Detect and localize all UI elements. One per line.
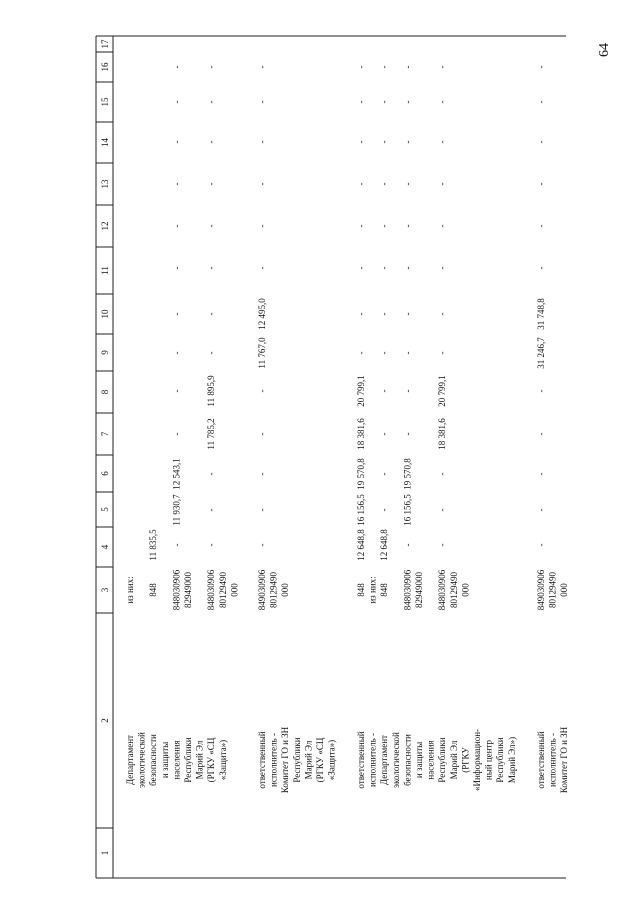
value-cell: - [206, 224, 217, 228]
executor-text-line: ответственный [356, 731, 366, 789]
value-cell: - [437, 182, 448, 186]
value-cell: 12 648,8 [356, 529, 366, 561]
value-cell: - [356, 312, 366, 316]
value-cell: 16 156,5 [402, 494, 413, 526]
column-number-label: 8 [100, 389, 110, 395]
executor-text-line: Марий Эл [448, 740, 459, 780]
budget-code-line: 849030906 [257, 569, 267, 611]
value-cell: - [356, 140, 366, 144]
budget-code-line: 000 [280, 583, 291, 597]
value-cell: - [171, 65, 182, 69]
value-cell: - [379, 389, 390, 393]
budget-code-line: 82949000 [183, 572, 193, 608]
value-cell: - [402, 432, 413, 436]
budget-code-line: 848030906 [206, 569, 217, 611]
budget-code-line: 848 [356, 583, 366, 597]
table-row [536, 66, 569, 794]
budget-code-line: 80129490 [268, 572, 279, 608]
value-cell: - [257, 100, 267, 104]
value-cell: - [536, 224, 546, 228]
value-cell: - [171, 100, 182, 104]
executor-text-line: «Защита») [217, 739, 228, 781]
budget-code-line: 849030906 [536, 569, 546, 611]
budget-code-line: 848 [148, 583, 159, 597]
value-cell: - [206, 351, 217, 355]
value-cell: - [257, 389, 267, 393]
value-cell: - [171, 140, 182, 144]
executor-text-line: исполнитель - [367, 733, 378, 787]
value-cell: - [536, 266, 546, 270]
budget-code-line: 80129490 [448, 572, 459, 608]
column-number-header [100, 39, 110, 855]
budget-code-line: 848030906 [437, 569, 448, 611]
value-cell: - [206, 472, 217, 476]
executor-text-line: «Защита») [326, 739, 337, 781]
column-number-label: 4 [100, 544, 110, 550]
value-cell: - [402, 100, 413, 104]
budget-code-line: из них: [367, 576, 378, 604]
budget-table [96, 36, 569, 878]
value-cell: - [536, 389, 546, 393]
value-cell: 12 648,8 [379, 529, 390, 561]
value-cell: - [437, 140, 448, 144]
value-cell: - [402, 140, 413, 144]
value-cell: 12 543,1 [171, 458, 182, 490]
executor-text-line: Республики [291, 737, 302, 783]
budget-code-line: 000 [229, 583, 240, 597]
column-number-label: 17 [100, 39, 110, 49]
value-cell: - [257, 432, 267, 436]
value-cell: - [437, 472, 448, 476]
executor-text-line: (РГКУ «СЦ [315, 737, 325, 783]
value-cell: - [356, 182, 366, 186]
executor-text-line: (РГКУ «СЦ [206, 737, 217, 783]
executor-text-line: Комитет ГО и ЗН [280, 726, 291, 794]
value-cell: - [171, 543, 182, 547]
value-cell: - [402, 543, 413, 547]
executor-text-line: ответственный [536, 731, 546, 789]
value-cell: - [536, 140, 546, 144]
value-cell: - [536, 508, 546, 512]
table-row [356, 66, 517, 792]
column-number-label: 9 [100, 350, 110, 355]
value-cell: - [206, 508, 217, 512]
table-row [257, 66, 337, 794]
column-number-label: 12 [100, 221, 110, 231]
column-number-label: 15 [100, 97, 110, 107]
value-cell: - [402, 65, 413, 69]
value-cell: 20 799,1 [437, 375, 448, 407]
value-cell: - [206, 266, 217, 270]
value-cell: 19 570,8 [402, 458, 413, 490]
value-cell: - [257, 543, 267, 547]
executor-text-line: ответственный [257, 731, 267, 789]
value-cell: - [437, 65, 448, 69]
column-number-label: 3 [100, 587, 110, 593]
executor-text-line: (РГКУ [460, 747, 471, 773]
executor-text-line: безопасности [402, 734, 413, 786]
value-cell: 19 570,8 [356, 458, 366, 490]
value-cell: - [171, 351, 182, 355]
value-cell: - [402, 389, 413, 393]
value-cell: - [402, 224, 413, 228]
executor-text-line: «Информацион- [472, 728, 482, 792]
executor-text-line: Марий Эл [194, 740, 205, 780]
budget-code-line: 80129490 [217, 572, 228, 608]
column-number-label: 7 [100, 431, 110, 437]
value-cell: - [171, 224, 182, 228]
value-cell: - [171, 389, 182, 393]
value-cell: 11 767,0 [257, 337, 267, 369]
budget-code-line: 848030906 [171, 569, 182, 611]
value-cell: - [171, 266, 182, 270]
executor-text-line: исполнитель - [268, 733, 279, 787]
value-cell: - [437, 508, 448, 512]
value-cell: - [257, 182, 267, 186]
value-cell: - [437, 312, 448, 316]
value-cell: - [257, 508, 267, 512]
value-cell: - [257, 140, 267, 144]
budget-code-line: 848030906 [402, 569, 413, 611]
value-cell: - [206, 65, 217, 69]
column-number-label: 5 [100, 507, 110, 512]
executor-text-line: и защиты [159, 741, 170, 779]
value-cell: - [379, 65, 390, 69]
value-cell: - [379, 266, 390, 270]
value-cell: - [379, 140, 390, 144]
value-cell: - [379, 351, 390, 355]
value-cell: - [206, 312, 217, 316]
value-cell: 11 785,2 [206, 418, 217, 450]
value-cell: - [257, 472, 267, 476]
budget-code-line: из них: [125, 576, 135, 604]
value-cell: 11 895,9 [206, 375, 217, 407]
executor-text-line: экологической [390, 732, 401, 788]
value-cell: - [171, 432, 182, 436]
value-cell: 11 835,5 [148, 529, 159, 561]
executor-text-line: экологической [136, 732, 147, 788]
column-number-label: 1 [100, 850, 110, 856]
value-cell: - [379, 508, 390, 512]
executor-text-line: Марий Эл [303, 740, 314, 780]
value-cell: 18 381,6 [356, 418, 366, 450]
table-row [125, 66, 239, 788]
value-cell: - [171, 182, 182, 186]
value-cell: - [379, 182, 390, 186]
executor-text-line: Комитет ГО и ЗН [559, 726, 570, 794]
value-cell: - [536, 432, 546, 436]
value-cell: - [356, 266, 366, 270]
value-cell: - [206, 182, 217, 186]
executor-text-line: Марий Эл») [506, 736, 517, 784]
value-cell: - [206, 100, 217, 104]
executor-text-line: и защиты [414, 741, 424, 779]
budget-code-line: 82949000 [414, 572, 424, 608]
value-cell: - [356, 224, 366, 228]
value-cell: - [437, 266, 448, 270]
column-number-label: 10 [100, 309, 110, 319]
executor-text-line: Департамент [125, 735, 135, 785]
value-cell: 11 930,7 [171, 494, 182, 526]
value-cell: 16 156,5 [356, 494, 366, 526]
value-cell: - [356, 351, 366, 355]
value-cell: - [379, 224, 390, 228]
executor-text-line: Республики [183, 737, 193, 783]
value-cell: - [402, 351, 413, 355]
executor-text-line: исполнитель - [547, 733, 558, 787]
value-cell: - [437, 100, 448, 104]
table-body [125, 66, 569, 794]
value-cell: - [379, 432, 390, 436]
budget-code-line: 848 [379, 583, 390, 597]
value-cell: - [379, 472, 390, 476]
value-cell: - [356, 65, 366, 69]
column-number-label: 16 [100, 62, 110, 72]
executor-text-line: населения [425, 740, 436, 780]
value-cell: 20 799,1 [356, 375, 366, 407]
executor-text-line: Республики [437, 737, 448, 783]
value-cell: - [437, 351, 448, 355]
budget-code-line: 000 [460, 583, 471, 597]
value-cell: 18 381,6 [437, 418, 448, 450]
budget-code-line: 80129490 [547, 572, 558, 608]
column-number-label: 13 [100, 179, 110, 189]
value-cell: - [379, 100, 390, 104]
value-cell: - [257, 224, 267, 228]
column-number-label: 11 [100, 266, 110, 275]
executor-text-line: ный центр [483, 739, 494, 781]
budget-code-line: 000 [559, 583, 570, 597]
executor-text-line: Республики [495, 737, 506, 783]
value-cell: - [356, 100, 366, 104]
value-cell: - [536, 65, 546, 69]
page-number: 64 [597, 43, 612, 57]
value-cell: - [206, 140, 217, 144]
column-number-label: 2 [100, 718, 110, 723]
executor-text-line: Департамент [379, 735, 390, 785]
executor-text-line: безопасности [148, 734, 159, 786]
value-cell: 31 748,8 [536, 298, 546, 330]
value-cell: - [257, 266, 267, 270]
value-cell: 12 495,0 [257, 298, 267, 330]
value-cell: - [437, 543, 448, 547]
value-cell: - [206, 543, 217, 547]
column-number-label: 14 [100, 138, 110, 147]
value-cell: 31 246,7 [536, 337, 546, 369]
value-cell: - [379, 312, 390, 316]
value-cell: - [536, 182, 546, 186]
value-cell: - [536, 472, 546, 476]
value-cell: - [402, 312, 413, 316]
value-cell: - [257, 65, 267, 69]
value-cell: - [437, 224, 448, 228]
executor-text-line: населения [171, 740, 182, 780]
value-cell: - [402, 266, 413, 270]
column-number-label: 6 [100, 471, 110, 476]
value-cell: - [402, 182, 413, 186]
value-cell: - [171, 312, 182, 316]
value-cell: - [536, 100, 546, 104]
value-cell: - [536, 543, 546, 547]
